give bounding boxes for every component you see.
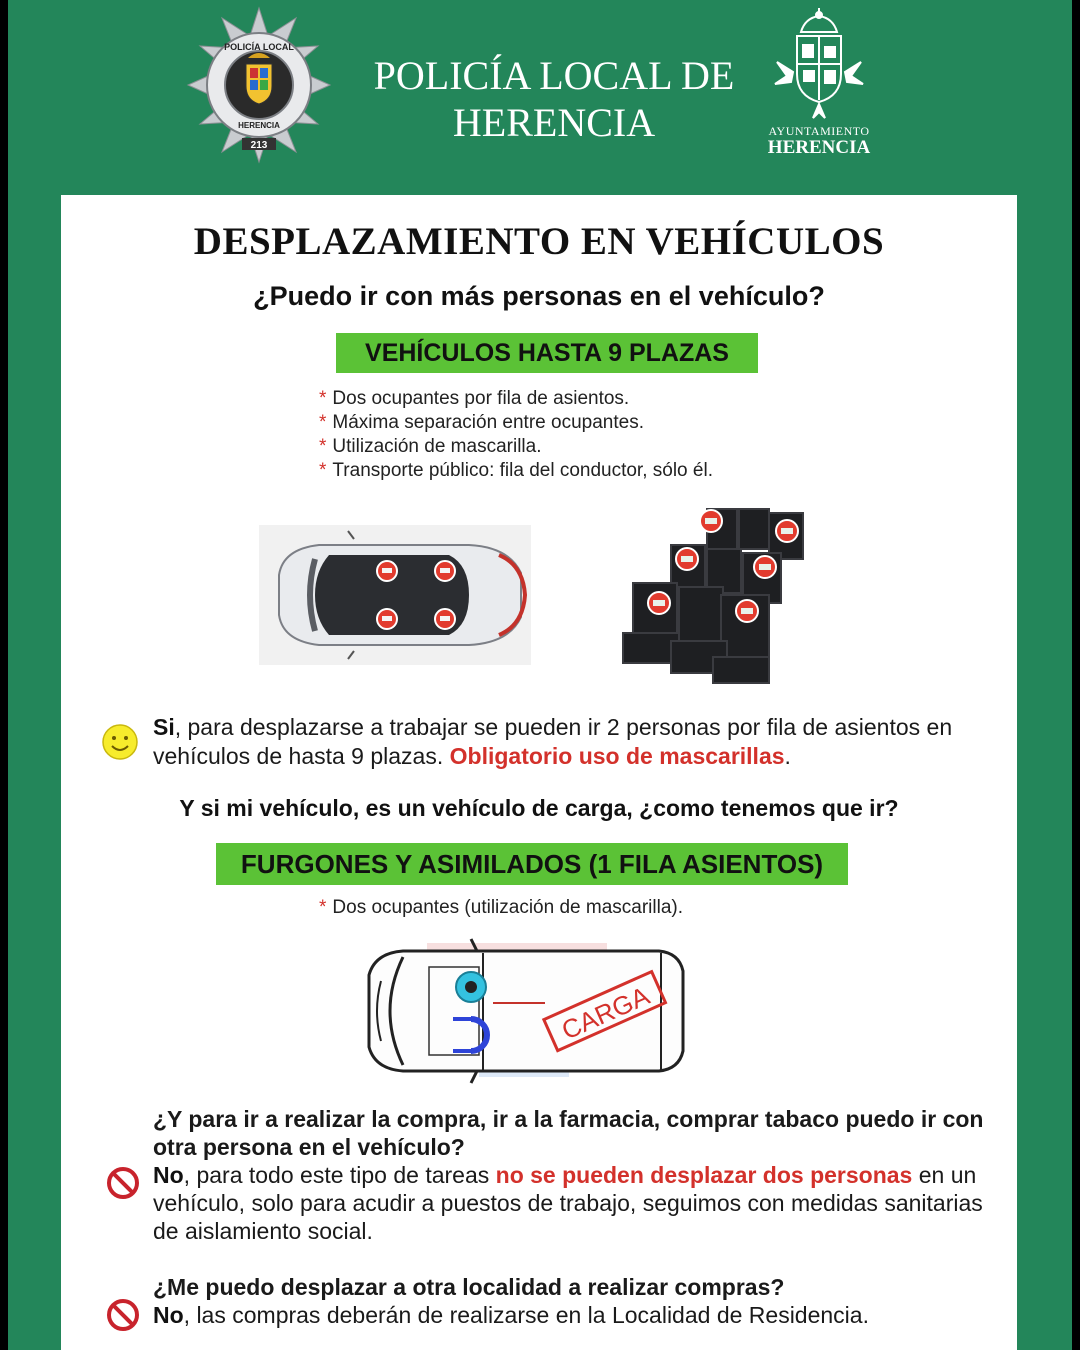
answer-yes-highlight: Obligatorio uso de mascarillas bbox=[449, 743, 785, 769]
town-crest-icon bbox=[773, 8, 865, 120]
header-title-line1: POLICÍA LOCAL DE bbox=[373, 53, 735, 98]
header-title-line2: HERENCIA bbox=[452, 100, 656, 145]
ayuntamiento-label bbox=[748, 124, 890, 158]
answer-shopping-highlight: no se pueden desplazar dos personas bbox=[495, 1162, 913, 1188]
badge-text-top: POLICÍA LOCAL bbox=[224, 42, 294, 52]
answer-other-town bbox=[153, 1301, 1003, 1329]
content-card bbox=[61, 195, 1017, 1350]
police-badge-icon bbox=[180, 6, 338, 164]
prohibited-icon bbox=[105, 1297, 141, 1333]
question-shopping-text: ¿Y para ir a realizar la compra, ir a la farmacia, comprar tabaco puedo ir con otra persona en el vehículo? bbox=[153, 1106, 984, 1160]
question-other-town bbox=[153, 1273, 1003, 1329]
section2-bullet: * Dos ocupantes (utilización de mascarilla). bbox=[319, 897, 684, 918]
bullet-item: * Utilización de mascarilla. bbox=[319, 436, 542, 457]
header bbox=[8, 0, 1072, 195]
answer-yes-word: Si bbox=[153, 714, 175, 740]
van-top-view-icon bbox=[359, 935, 691, 1087]
section1-bullets bbox=[319, 387, 713, 483]
bullet-text: Dos ocupantes (utilización de mascarilla). bbox=[332, 897, 684, 918]
answer-other-town-body: , las compras deberán de realizarse en la Localidad de Residencia. bbox=[183, 1302, 869, 1328]
badge-text-bottom: HERENCIA bbox=[238, 121, 280, 130]
answer-no-word: No bbox=[153, 1302, 184, 1328]
van-cargo-label: CARGA bbox=[557, 980, 654, 1046]
header-title bbox=[348, 52, 760, 146]
section2-label: FURGONES Y ASIMILADOS (1 FILA ASIENTOS) bbox=[216, 843, 848, 885]
ayuntamiento-small: AYUNTAMIENTO bbox=[768, 124, 870, 138]
answer-shopping-body1: , para todo este tipo de tareas bbox=[183, 1162, 496, 1188]
bullet-item: * Máxima separación entre ocupantes. bbox=[319, 412, 644, 433]
answer-no-word: No bbox=[153, 1162, 184, 1188]
answer-yes-end: . bbox=[784, 743, 791, 769]
bullet-text: Máxima separación entre ocupantes. bbox=[332, 412, 644, 433]
minivan-seats-icon bbox=[619, 505, 811, 687]
section1-label: VEHÍCULOS HASTA 9 PLAZAS bbox=[336, 333, 758, 373]
smiley-icon bbox=[101, 723, 139, 761]
bullet-text: Dos ocupantes por fila de asientos. bbox=[332, 388, 630, 409]
prohibited-icon bbox=[105, 1165, 141, 1201]
page-subtitle: ¿Puedo ir con más personas en el vehículo? bbox=[253, 281, 825, 311]
car-top-view-icon bbox=[259, 525, 531, 665]
question-cargo: Y si mi vehículo, es un vehículo de carga, ¿como tenemos que ir? bbox=[179, 795, 899, 821]
bullet-item: * Dos ocupantes por fila de asientos. bbox=[319, 388, 630, 409]
page-title: DESPLAZAMIENTO EN VEHÍCULOS bbox=[193, 220, 885, 263]
bullet-item: * Transporte público: fila del conductor, sólo él. bbox=[319, 460, 713, 481]
question-shopping bbox=[153, 1105, 1003, 1245]
question-other-town-text: ¿Me puedo desplazar a otra localidad a realizar compras? bbox=[153, 1274, 785, 1300]
answer-yes-text bbox=[153, 713, 993, 771]
badge-number: 213 bbox=[250, 140, 268, 151]
answer-shopping bbox=[153, 1161, 1003, 1245]
answer-yes-body: , para desplazarse a trabajar se pueden ir 2 personas por fila de asientos en vehículos de hasta 9 plazas. bbox=[153, 714, 953, 769]
bullet-text: Utilización de mascarilla. bbox=[332, 436, 542, 457]
poster bbox=[8, 0, 1072, 1350]
ayuntamiento-big: HERENCIA bbox=[767, 137, 871, 158]
answer-shopping-body2: en un vehículo, solo para acudir a puestos de trabajo, seguimos con medidas sanitarias de aislamiento social. bbox=[153, 1162, 983, 1244]
bullet-text: Transporte público: fila del conductor, sólo él. bbox=[332, 460, 713, 481]
